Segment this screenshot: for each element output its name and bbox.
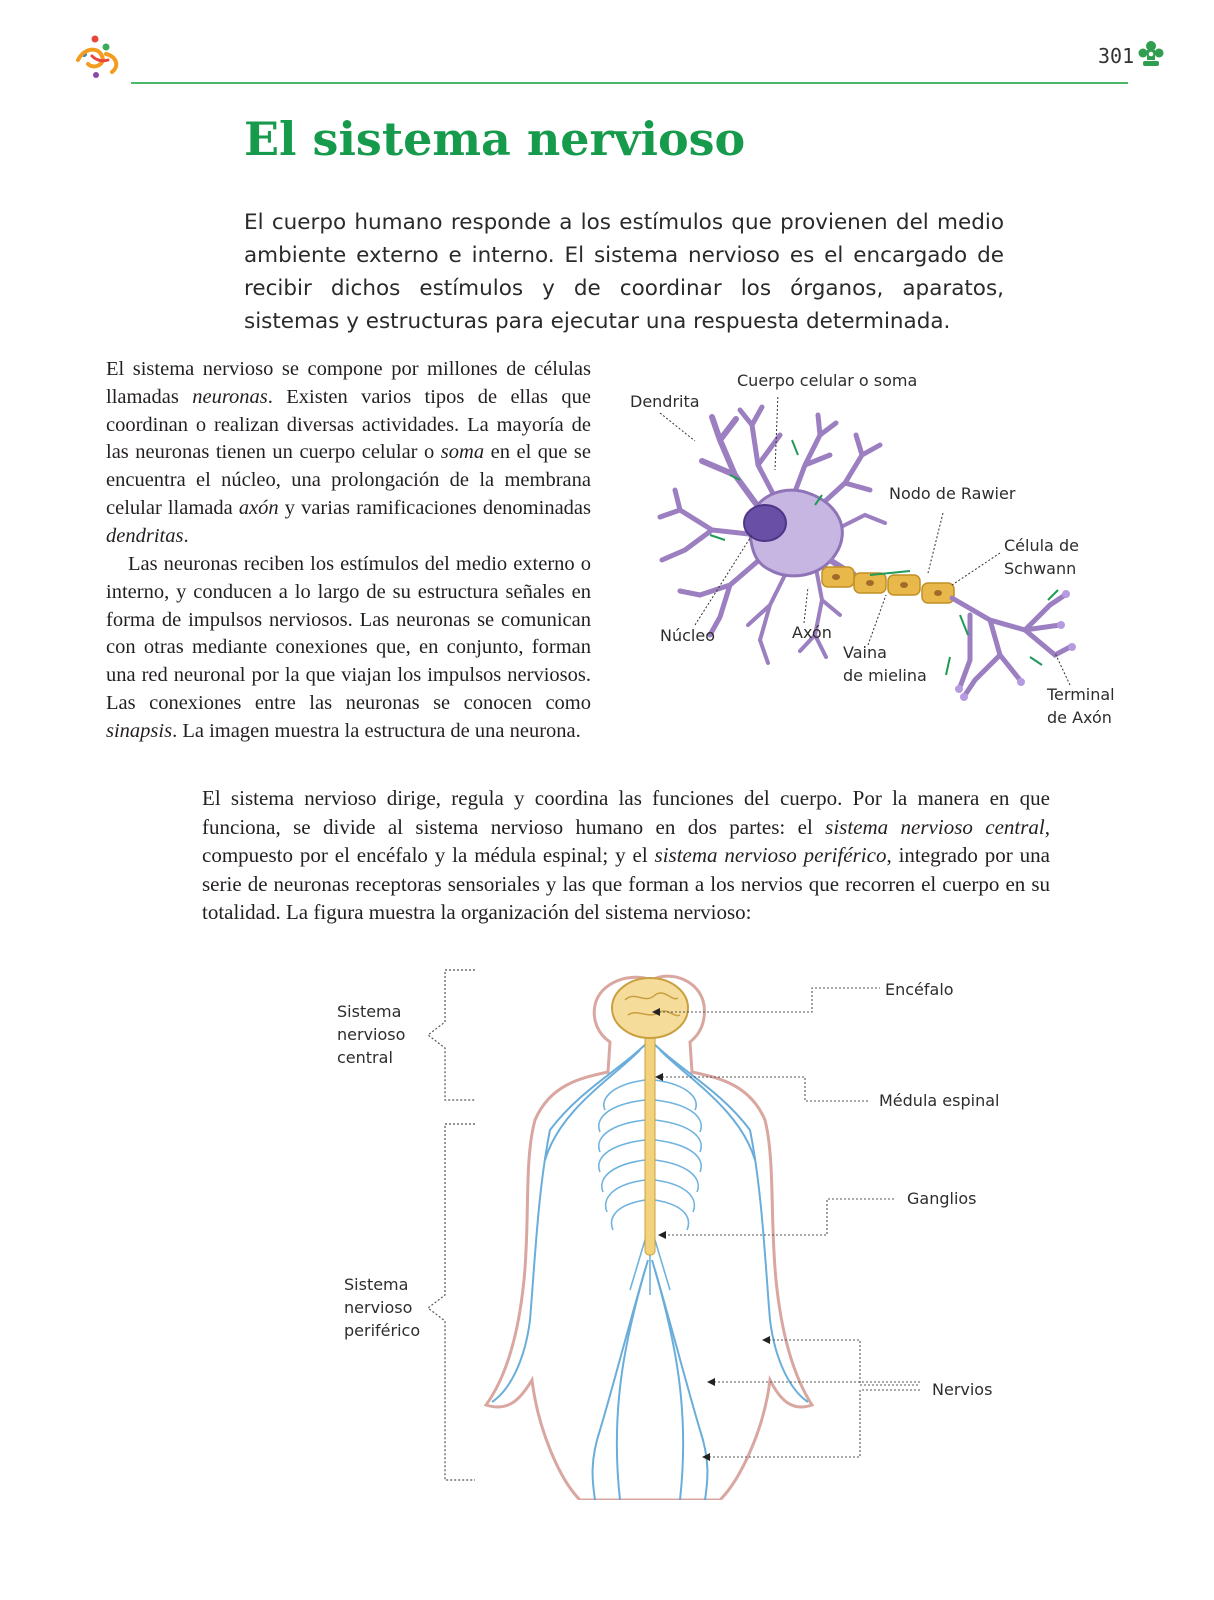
- label-cuerpo-celular: Cuerpo celular o soma: [737, 371, 918, 390]
- page-title: El sistema nervioso: [244, 112, 746, 166]
- label-ganglios: Ganglios: [907, 1189, 977, 1208]
- label-nucleo: Núcleo: [660, 626, 715, 645]
- term-sinapsis: sinapsis: [106, 719, 173, 742]
- label-celula-schwann: Célula de Schwann: [1004, 536, 1079, 578]
- paragraph-impulsos: Las neuronas reciben los estímulos del medio externo o interno, y conducen a lo largo de su estructura señales en forma de impulsos nerviosos. Las neuronas se comunican con otras mediante conexiones que, en conjunto, forman una red neuronal por la que viajan los impulsos nerviosos. Las conexiones entre las neuronas se conocen como sinapsis. La imagen muestra la estructura de una neurona.: [106, 553, 591, 742]
- label-dendrita: Dendrita: [630, 392, 700, 411]
- page-number: 301: [1098, 44, 1135, 68]
- term-axon: axón: [238, 496, 279, 519]
- term-dendritas: dendritas: [106, 524, 184, 547]
- nervous-system-figure: [420, 960, 1020, 1500]
- paragraph-organizacion: El sistema nervioso dirige, regula y coordina las funciones del cuerpo. Por la manera en que funciona, se divide al sistema nervioso humano en dos partes: el sistema nervioso central, compuesto por el encéfalo y la médula espinal; y el sistema nervioso periférico, integrado por una serie de neuronas receptoras sensoriales y las que forman a los nervios que recorren el cuerpo en su totalidad. La figura muestra la organización del sistema nervioso:: [202, 786, 1050, 924]
- label-vaina-mielina: Vaina de mielina: [843, 643, 927, 685]
- label-terminal-axon: Terminal de Axón: [1047, 685, 1115, 727]
- term-snc: sistema nervioso central: [825, 814, 1045, 839]
- intro-paragraph: El cuerpo humano responde a los estímulos que provienen del medio ambiente externo e interno. El sistema nervioso es el encargado de recibir dichos estímulos y de coordinar los órganos, aparatos, sistemas y estructuras para ejecutar una respuesta determinada.: [244, 210, 1004, 334]
- term-neuronas: neuronas: [192, 385, 268, 408]
- paragraph-neuronas: El sistema nervioso se compone por millones de células llamadas neuronas. Existen varios tipos de ellas que coordinan o realizan diversas actividades. La mayoría de las neuronas tienen un cuerpo celular o soma en el que se encuentra el núcleo, una prolongación de la membrana celular llamada axón y varias ramificaciones denominadas dendritas.: [106, 358, 591, 547]
- label-sistema-periferico: Sistema nervioso periférico: [344, 1275, 421, 1340]
- term-snp: sistema nervioso periférico: [654, 843, 887, 867]
- header-rule: [131, 82, 1128, 84]
- label-medula-espinal: Médula espinal: [879, 1091, 1000, 1110]
- label-nervios: Nervios: [932, 1380, 993, 1399]
- term-soma: soma: [440, 441, 485, 464]
- label-axon: Axón: [792, 623, 832, 642]
- label-nodo-rawier: Nodo de Rawier: [889, 484, 1016, 503]
- colorful-figure-logo-icon: [72, 34, 124, 82]
- green-emblem-icon: [1138, 40, 1164, 68]
- label-sistema-central: Sistema nervioso central: [337, 1002, 406, 1067]
- label-encefalo: Encéfalo: [885, 980, 954, 999]
